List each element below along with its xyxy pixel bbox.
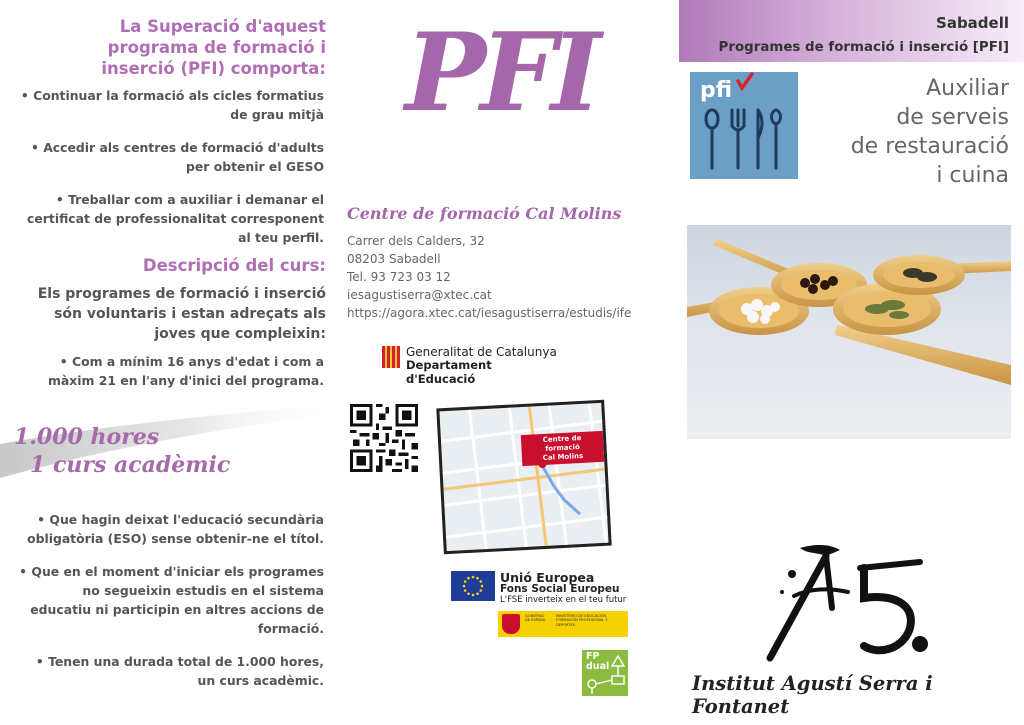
spoons-photo xyxy=(687,225,1011,439)
fp-dual-label: FP dual xyxy=(586,651,610,672)
pfi-logo: PFI xyxy=(405,10,596,136)
qr-code-icon[interactable] xyxy=(350,404,418,472)
course-duration-label: 1 curs acadèmic xyxy=(30,452,231,478)
list-item: • Que hagin deixat l'educació secundària obligatòria (ESO) sense obtenir-ne el títol. xyxy=(19,510,324,548)
coat-of-arms-icon xyxy=(502,614,520,634)
map-streets xyxy=(439,403,611,555)
list-item: • Treballar com a auxiliar i demanar el certificat de professionalitat corresponent al teu perfil. xyxy=(19,190,324,247)
city-label: Sabadell xyxy=(936,14,1009,32)
postcode-line: 08203 Sabadell xyxy=(347,252,441,266)
gencat-logo xyxy=(382,345,562,386)
location-map[interactable] xyxy=(436,400,611,555)
benefits-heading: La Superació d'aquest programa de formació i inserció (PFI) comporta: xyxy=(101,17,326,78)
centre-title: Centre de formació Cal Molins xyxy=(347,204,622,223)
course-title-line: de restauració xyxy=(850,134,1009,159)
esf-slogan: L'FSE inverteix en el teu futur xyxy=(500,595,627,605)
requirements-list xyxy=(19,352,324,404)
email-link[interactable]: iesagustiserra@xtec.cat xyxy=(347,288,492,302)
gencat-line1: Generalitat de Catalunya xyxy=(406,345,557,359)
contact-block xyxy=(347,232,631,322)
course-title-line: de serveis xyxy=(896,105,1009,130)
gov-line2: MINISTERIO DE EDUCACIÓN, FORMACIÓN PROFESIONAL Y DEPORTES xyxy=(556,614,608,627)
header-band xyxy=(679,0,1024,62)
map-pin-label: Centre de formació Cal Molins xyxy=(521,431,605,466)
benefits-list xyxy=(19,86,324,261)
list-item: • Tenen una durada total de 1.000 hores, un curs acadèmic. xyxy=(19,652,324,690)
institute-logo xyxy=(760,538,940,666)
eu-flag-icon xyxy=(451,571,495,601)
list-item: • Continuar la formació als cicles formatius de grau mitjà xyxy=(19,86,324,124)
website-link[interactable]: https://agora.xtec.cat/iesagustiserra/estudis/ife xyxy=(347,306,632,320)
program-label: Programes de formació i inserció [PFI] xyxy=(718,40,1009,55)
course-title-line: Auxiliar xyxy=(926,76,1009,101)
senyera-icon xyxy=(382,346,400,368)
esf-title: Fons Social Europeu xyxy=(500,583,620,595)
pfi-badge-label: pfi xyxy=(700,78,733,103)
list-item: • Com a mínim 16 anys d'edat i com a màxim 21 en l'any d'inici del programa. xyxy=(19,352,324,390)
eu-title: Unió Europea xyxy=(500,570,595,585)
gencat-line2: Departament d'Educació xyxy=(406,358,492,386)
left-panel xyxy=(0,0,340,725)
conditions-list xyxy=(19,510,324,704)
phone-line: Tel. 93 723 03 12 xyxy=(347,270,451,284)
course-title-line: i cuina xyxy=(936,163,1009,188)
list-item: • Accedir als centres de formació d'adults per obtenir el GESO xyxy=(19,138,324,176)
list-item: • Que en el moment d'iniciar els programes no segueixin estudis en el sistema educatiu ni participin en altres accions de formació. xyxy=(19,562,324,638)
course-title xyxy=(789,74,1009,190)
description-heading: Descripció del curs: xyxy=(142,256,326,275)
address-line: Carrer dels Calders, 32 xyxy=(347,234,485,248)
gov-line1: GOBIERNO DE ESPAÑA xyxy=(525,614,546,623)
wooden-spoons-illustration xyxy=(687,225,1011,439)
description-text: Els programes de formació i inserció són voluntaris i estan adreçats als joves que compleixin: xyxy=(37,286,326,342)
hours-label: 1.000 hores xyxy=(14,424,160,450)
institute-name: Institut Agustí Serra i Fontanet xyxy=(692,672,933,718)
